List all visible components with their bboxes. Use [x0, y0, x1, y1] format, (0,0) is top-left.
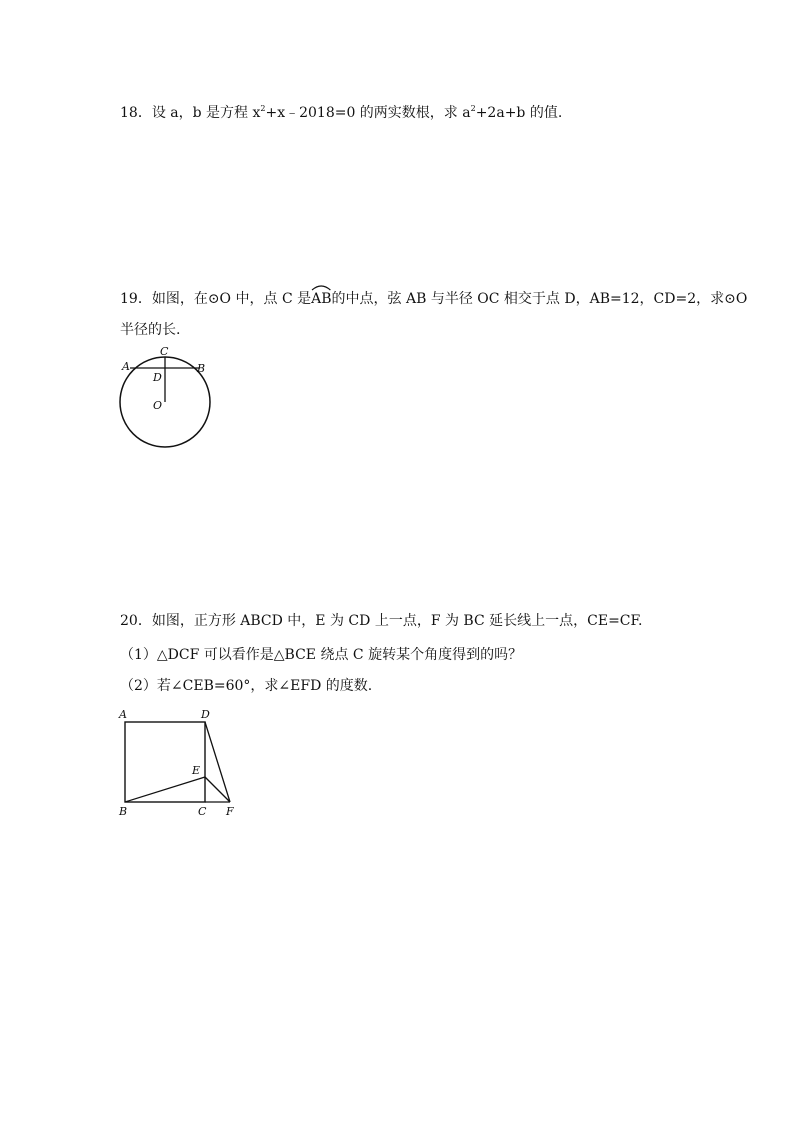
q18-lead: 18．设 a，b 是方程 x [120, 105, 261, 121]
label-o: O [153, 399, 163, 412]
arc-label: AB [311, 291, 332, 307]
q18-exponent-1: 2 [260, 104, 266, 113]
circle-o-symbol: ⊙O [207, 291, 232, 307]
label-b: B [119, 805, 128, 818]
arc-ab [311, 290, 331, 308]
q19-part1: 19．如图，在 [120, 291, 208, 307]
label-f: F [226, 805, 234, 818]
q18-mid: +x﹣2018=0 的两实数根，求 a [265, 105, 471, 121]
circle-figure [112, 344, 222, 452]
label-a: A [119, 708, 127, 721]
q18-tail: +2a+b 的值. [475, 105, 563, 121]
circle-o-symbol-2: ⊙O [724, 291, 748, 307]
question-20-part-1 [120, 646, 522, 664]
q19-part3: 的中点，弦 AB 与半径 OC 相交于点 D，AB=12，CD=2，求 [331, 291, 725, 307]
q18-exponent-2: 2 [470, 104, 476, 113]
q20-line1: 20．如图，正方形 ABCD 中，E 为 CD 上一点，F 为 BC 延长线上一点，CE=CF. [120, 613, 643, 629]
square-figure [115, 704, 245, 822]
segment-be [125, 777, 205, 802]
q19-part2: 中，点 C 是 [231, 291, 312, 307]
label-d: D [153, 371, 162, 384]
q19-line2: 半径的长. [120, 322, 181, 338]
label-c: C [198, 805, 207, 818]
arc-hat-icon [311, 283, 331, 291]
label-b: B [197, 362, 206, 375]
q20-line3: （2）若∠CEB=60°，求∠EFD 的度数. [120, 678, 373, 694]
question-18 [120, 104, 562, 122]
label-a: A [122, 360, 130, 373]
q20-line2: （1）△DCF 可以看作是△BCE 绕点 C 旋转某个角度得到的吗？ [120, 647, 523, 663]
question-20-part-2 [120, 677, 372, 695]
label-d: D [201, 708, 210, 721]
question-19-line-2 [120, 321, 180, 339]
question-19-line-1 [120, 290, 747, 308]
question-20-line-1 [120, 612, 643, 630]
label-e: E [192, 764, 201, 777]
label-c: C [160, 345, 169, 358]
